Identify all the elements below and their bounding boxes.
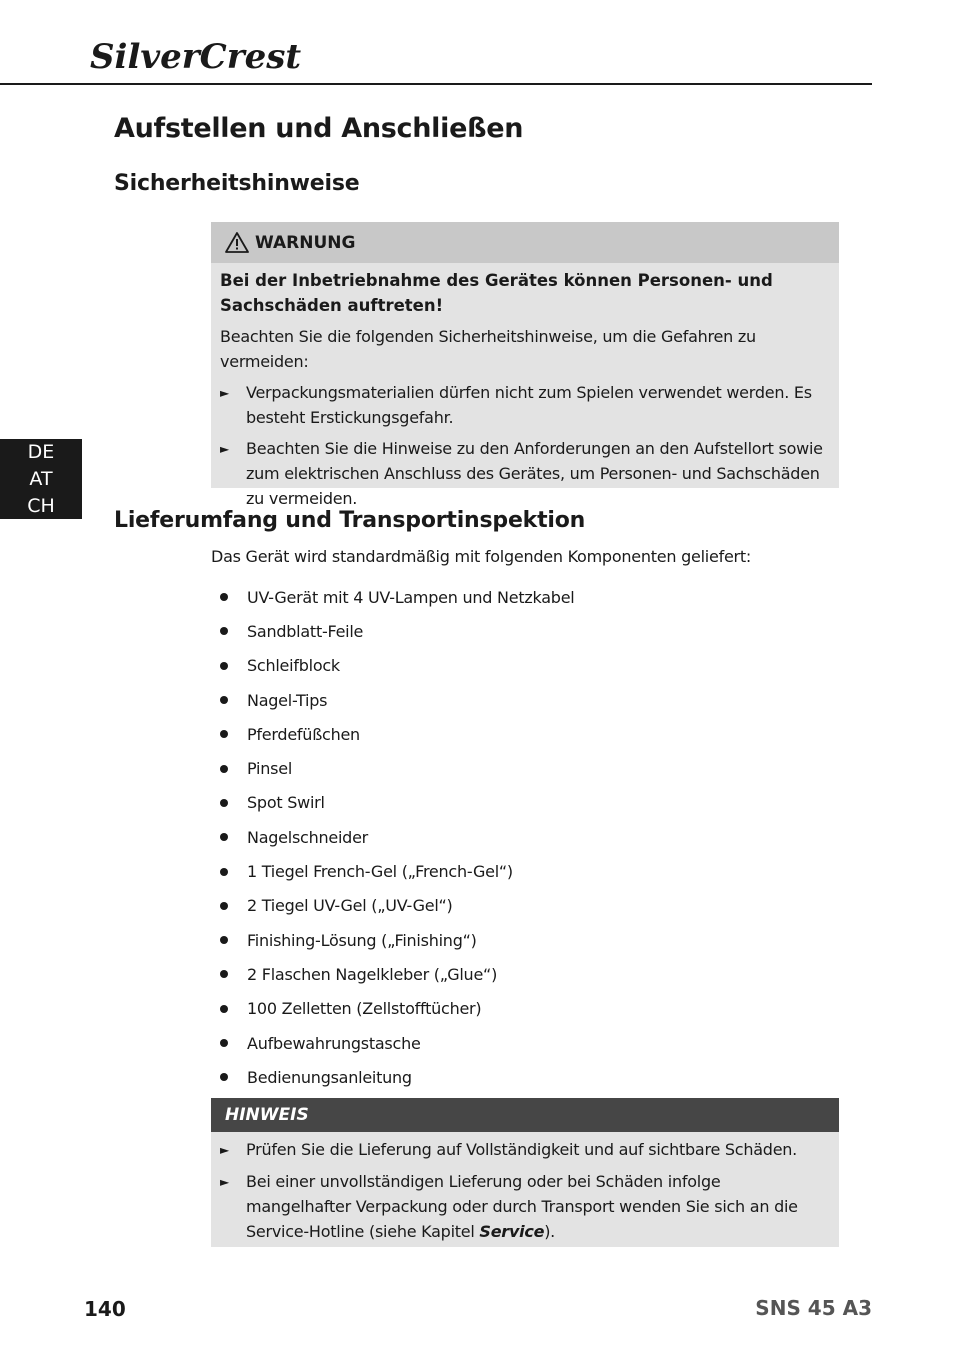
component-name: UV-Gerät mit 4 UV-Lampen und Netzkabel (247, 587, 575, 607)
bullet-dot-icon (220, 936, 228, 944)
note-item-text (246, 1169, 830, 1244)
component-name: Pinsel (247, 759, 293, 779)
bullet-dot-icon (220, 765, 228, 773)
warning-header (211, 222, 839, 263)
component-name: Aufbewahrungstasche (247, 1033, 421, 1053)
list-item (216, 923, 574, 957)
bullet-dot-icon (220, 902, 228, 910)
component-name: Nagelschneider (247, 827, 368, 847)
page-number: 140 (84, 1297, 126, 1321)
component-name: 100 Zelletten (Zellstofftücher) (247, 999, 482, 1019)
list-item (220, 1137, 830, 1163)
note-item-text-part: ). (544, 1222, 556, 1241)
warning-intro: Beachten Sie die folgenden Sicherheitshinweise, um die Gefahren zu vermeiden: (220, 327, 756, 371)
list-item (220, 1169, 830, 1244)
bullet-dot-icon (220, 627, 228, 635)
note-header: HINWEIS (211, 1098, 839, 1132)
note-box (211, 1098, 839, 1247)
component-name: Pferdefüßchen (247, 724, 360, 744)
list-item (216, 751, 574, 785)
arrow-bullet-icon: ► (220, 386, 230, 400)
bullet-dot-icon (220, 833, 228, 841)
lang-de: DE (27, 440, 55, 463)
component-name: Sandblatt-Feile (247, 621, 364, 641)
component-name: 2 Flaschen Nagelkleber („Glue“) (247, 964, 498, 984)
header-rule (0, 83, 872, 85)
list-item (220, 380, 830, 430)
note-item-text: Prüfen Sie die Lieferung auf Vollständigkeit und auf sichtbare Schäden. (246, 1140, 798, 1159)
brand-logo-text: SilverCrest (90, 37, 302, 76)
bullet-dot-icon (220, 662, 228, 670)
component-name: Spot Swirl (247, 793, 325, 813)
list-item (216, 649, 574, 683)
note-item-text-part: Bei einer unvollständigen Lieferung oder bei Schäden infolge mangelhafter Verpackung oder durch Transport wenden Sie sich an die Service-Hotline (siehe Kapitel (246, 1172, 798, 1241)
component-name: Bedienungsanleitung (247, 1067, 412, 1087)
component-name: 2 Tiegel UV-Gel („UV-Gel“) (247, 896, 453, 916)
list-item (216, 614, 574, 648)
component-name: Schleifblock (247, 656, 340, 676)
list-item (216, 580, 574, 614)
arrow-bullet-icon: ► (220, 1143, 230, 1157)
warning-label: WARNUNG (255, 232, 356, 253)
page-title: Aufstellen und Anschließen (114, 113, 524, 144)
component-name: Finishing-Lösung („Finishing“) (247, 930, 477, 950)
service-chapter-link[interactable]: Service (479, 1222, 545, 1241)
bullet-dot-icon (220, 799, 228, 807)
list-item (216, 683, 574, 717)
bullet-dot-icon (220, 1005, 228, 1013)
bullet-dot-icon (220, 593, 228, 601)
list-item (216, 1060, 574, 1094)
section-heading-safety: Sicherheitshinweise (114, 171, 360, 196)
warning-box (211, 222, 839, 508)
list-item (216, 820, 574, 854)
component-list (216, 580, 574, 1094)
list-item (216, 717, 574, 751)
brand-logo (90, 36, 330, 76)
bullet-dot-icon (220, 1039, 228, 1047)
list-item (216, 786, 574, 820)
list-item (216, 889, 574, 923)
arrow-bullet-icon: ► (220, 1175, 230, 1189)
warning-item-text: Beachten Sie die Hinweise zu den Anforderungen an den Aufstellort sowie zum elektrischen Anschluss des Gerätes, um Personen- und Sachschäden zu vermeiden. (246, 439, 823, 508)
component-name: Nagel-Tips (247, 690, 328, 710)
list-item (216, 854, 574, 888)
list-item (216, 992, 574, 1026)
bullet-dot-icon (220, 696, 228, 704)
bullet-dot-icon (220, 1073, 228, 1081)
arrow-bullet-icon: ► (220, 442, 230, 456)
model-number: SNS 45 A3 (755, 1296, 872, 1320)
lang-ch: CH (27, 494, 55, 517)
lang-at: AT (29, 467, 53, 490)
bullet-dot-icon (220, 730, 228, 738)
warning-bold-text: Bei der Inbetriebnahme des Gerätes können Personen- und Sachschäden auftreten! (220, 271, 773, 315)
list-item (216, 1026, 574, 1060)
bullet-dot-icon (220, 970, 228, 978)
list-item (220, 436, 830, 511)
bullet-dot-icon (220, 868, 228, 876)
list-item (216, 957, 574, 991)
language-tab (0, 439, 82, 519)
section-heading-delivery: Lieferumfang und Transportinspektion (114, 508, 586, 533)
component-name: 1 Tiegel French-Gel („French-Gel“) (247, 862, 513, 882)
warning-item-text: Verpackungsmaterialien dürfen nicht zum Spielen verwendet werden. Es besteht Erstickungsgefahr. (246, 383, 812, 427)
warning-triangle-icon (225, 232, 249, 253)
delivery-intro: Das Gerät wird standardmäßig mit folgenden Komponenten geliefert: (211, 547, 752, 566)
